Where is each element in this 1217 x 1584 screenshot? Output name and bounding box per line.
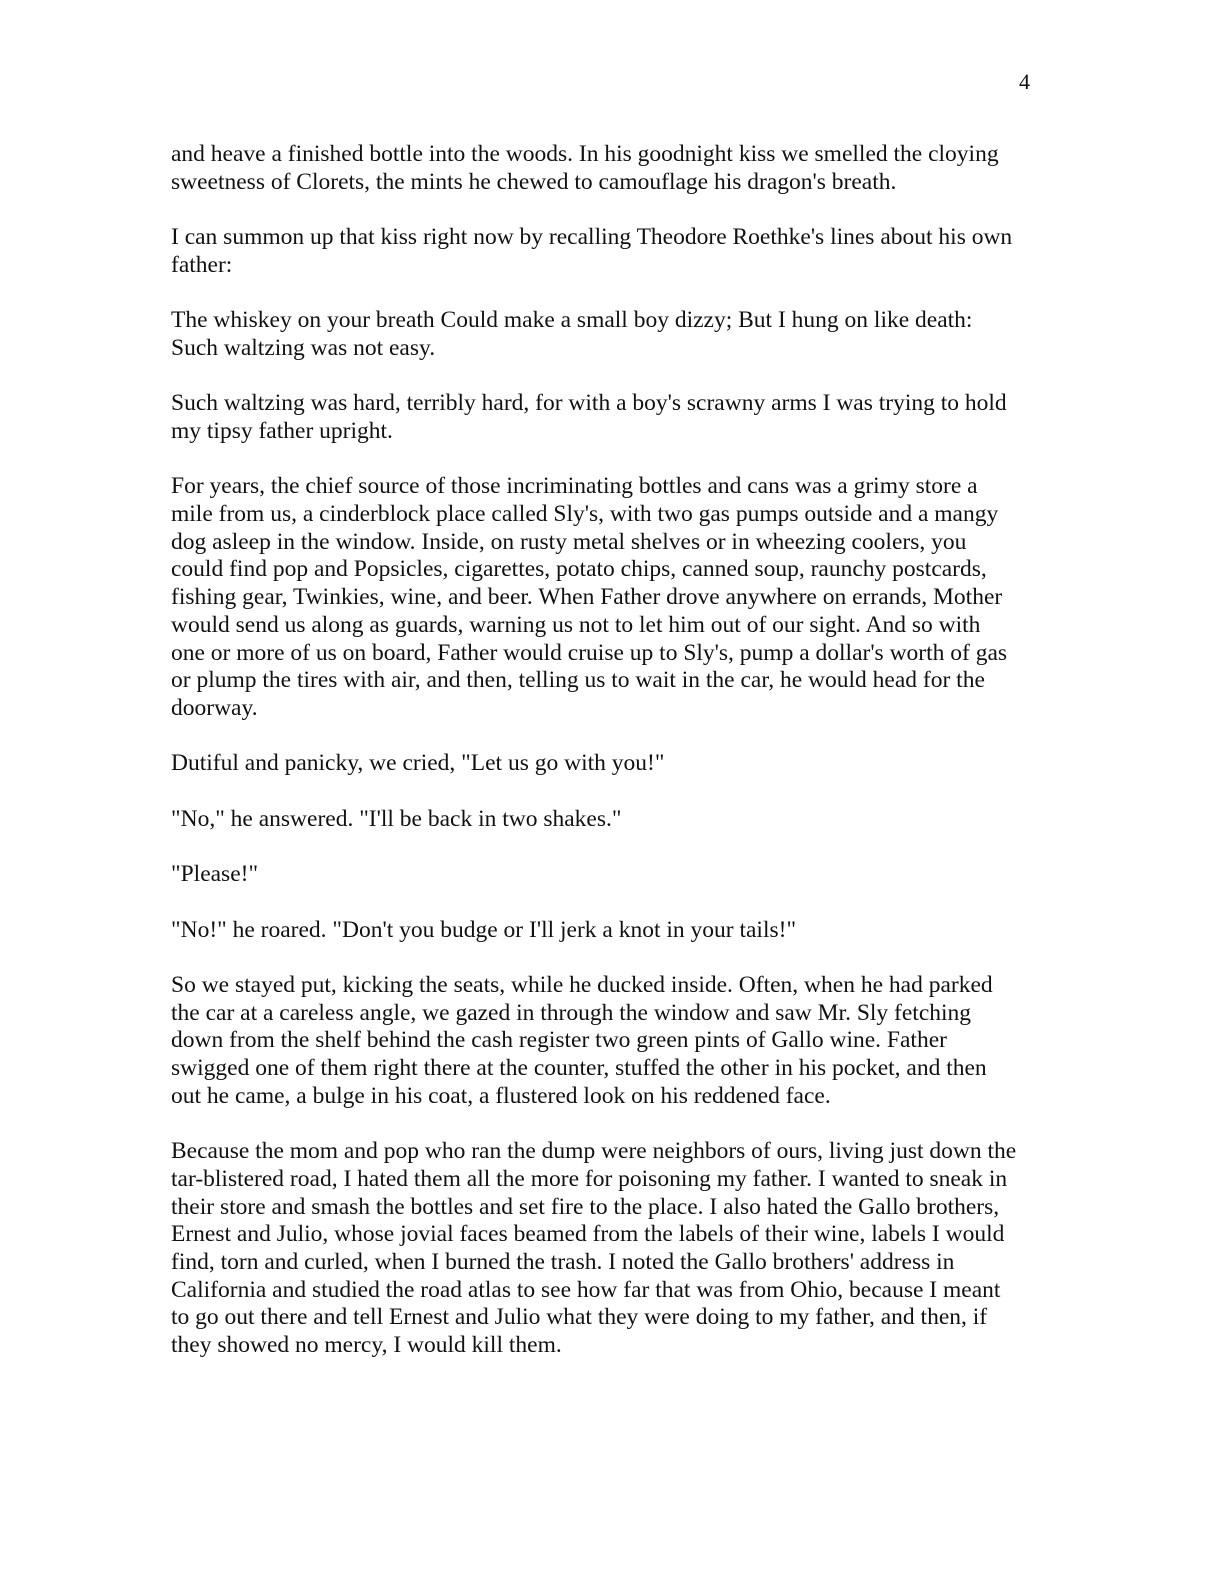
paragraph-10: So we stayed put, kicking the seats, while he ducked inside. Often, when he had parked the car at a careless angle, we gazed in through the window and saw Mr. Sly fetching down from the shelf behind the cash register two green pints of Gallo wine. Father swigged one of them right there at the counter, stuffed the other in his pocket, and then out he came, a bulge in his coat, a flustered look on his reddened face. xyxy=(171,971,993,1109)
paragraph-7: "No," he answered. "I'll be back in two shakes." xyxy=(171,805,622,832)
paragraph-1: and heave a finished bottle into the woods. In his goodnight kiss we smelled the cloying sweetness of Clorets, the mints he chewed to camouflage his dragon's breath. xyxy=(171,141,999,195)
paragraph-5: For years, the chief source of those incriminating bottles and cans was a grimy store a mile from us, a cinderblock place called Sly's, with two gas pumps outside and a mangy dog asleep in the window. Inside, on rusty metal shelves or in wheezing coolers, you could find pop and Popsicles, cigarettes, potato chips, canned soup, raunchy postcards, fishing gear, Twinkies, wine, and beer. When Father drove anywhere on errands, Mother would send us along as guards, warning us not to let him out of our sight. And so with one or more of us on board, Father would cruise up to Sly's, pump a dollar's worth of gas or plump the tires with air, and then, telling us to wait in the car, he would head for the doorway. xyxy=(171,473,1008,721)
body-text xyxy=(171,141,1041,1387)
paragraph-4: Such waltzing was hard, terribly hard, for with a boy's scrawny arms I was trying to hold my tipsy father upright. xyxy=(171,390,1007,444)
paragraph-6: Dutiful and panicky, we cried, "Let us go with you!" xyxy=(171,750,665,777)
paragraph-11: Because the mom and pop who ran the dump were neighbors of ours, living just down the tar-blistered road, I hated them all the more for poisoning my father. I wanted to sneak in their store and smash the bottles and set fire to the place. I also hated the Gallo brothers, Ernest and Julio, whose jovial faces beamed from the labels of their wine, labels I would find, torn and curled, when I burned the trash. I noted the Gallo brothers' address in California and studied the road atlas to see how far that was from Ohio, because I meant to go out there and tell Ernest and Julio what they were doing to my father, and then, if they showed no mercy, I would kill them. xyxy=(171,1138,1017,1359)
paragraph-2: I can summon up that kiss right now by recalling Theodore Roethke's lines about his own father: xyxy=(171,224,1013,278)
paragraph-8: "Please!" xyxy=(171,861,259,888)
page-number: 4 xyxy=(1019,69,1030,94)
paragraph-9: "No!" he roared. "Don't you budge or I'll jerk a knot in your tails!" xyxy=(171,916,797,943)
paragraph-poem-quote: The whiskey on your breath Could make a small boy dizzy; But I hung on like death: Such waltzing was not easy. xyxy=(171,307,973,361)
